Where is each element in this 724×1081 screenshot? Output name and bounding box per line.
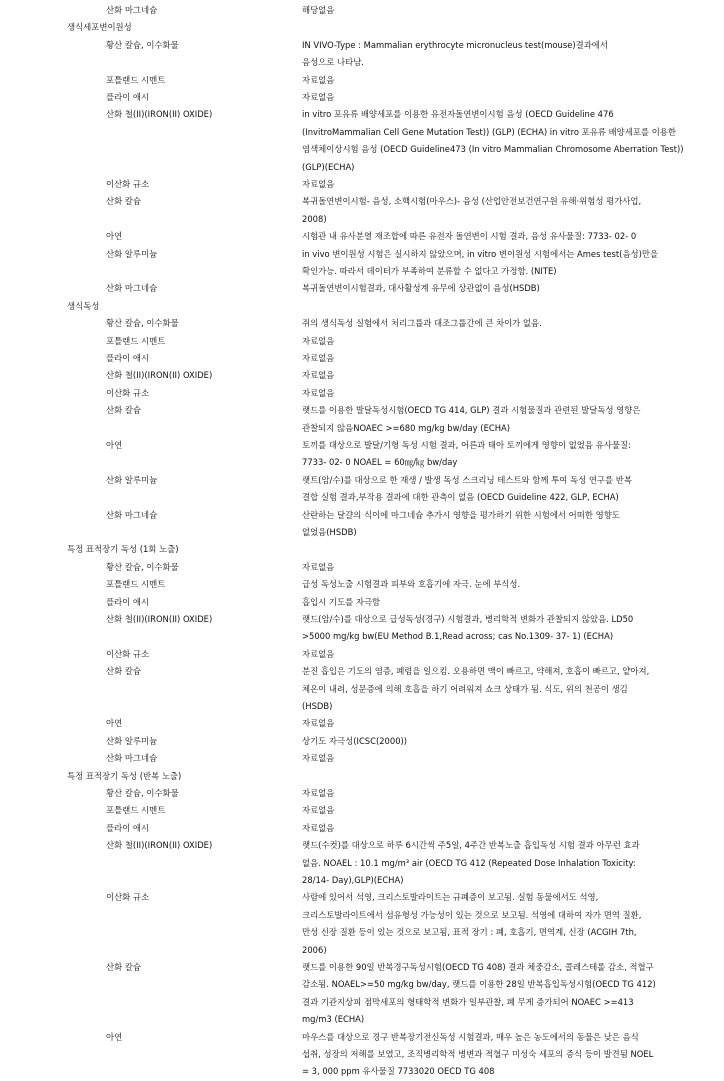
substance-name: 플라이 애시 [106,92,150,102]
value-line: 자료없음 [302,92,335,102]
value-line: 결과 기관지상피 점막세포의 형태학적 변화가 일부관찰, 폐 무게 증가되어 NOAEC >=413 [302,996,634,1007]
value-line: 랫드를 이용한 90일 반복경구독성시험(OECD TG 408) 결과 체중감소, 콜레스테롤 감소, 적혈구 [302,962,654,972]
value-line: 랫트(암/수)를 대상으로 한 재생 / 발생 독성 스크리닝 테스트와 함께 투여 독성 연구를 반복 [302,474,632,485]
value-line: 복귀돌연변이시험결과, 대사활성계 유무에 상관없이 음성(HSDB) [302,283,540,294]
substance-value [302,507,702,542]
substance-value [302,280,702,297]
substance-name: 포틀랜드 시멘트 [106,805,166,816]
substance-name: 플라이 애시 [106,822,150,833]
substance-value [302,402,702,437]
value-line: (HSDB) [302,701,333,711]
substance-name: 산화 철(II)(IRON(II) OXIDE) [106,614,213,624]
section-heading-germ-cell-mutagenicity: 생식세포변이원성 [67,22,132,33]
value-line: 자료없음 [302,561,335,572]
value-line: mg/m3 (ECHA) [302,1014,365,1025]
substance-value [302,785,702,802]
value-line: 체온이 내려, 성문증에 의해 호흡을 하기 어려워져 쇼크 상태가 됨. 식도, 위의 천공이 생김 [302,683,628,694]
substance-name: 이산화 규소 [106,179,150,189]
section-heading-stot-single: 특정 표적장기 독성 (1회 노출) [67,544,179,555]
substance-name: 산화 마그네슘 [106,5,158,15]
substance-value [302,594,702,611]
substance-value [302,176,702,193]
value-line: 감소됨. NOAEL>=50 mg/kg bw/day, 랫드를 이용한 28일 반복흡입독성시험(OECD TG 412) [302,979,656,990]
section-heading-stot-repeated: 특정 표적장기 독성 (반복 노출) [67,770,182,781]
substance-name: 황산 칼슘, 이수화물 [106,788,179,798]
value-line: 확인가능. 따라서 데이터가 부족하여 분류할 수 없다고 가정함. (NITE) [302,266,557,276]
value-line: 랫드(암/수)를 대상으로 급성독성(경구) 시험결과, 병리학적 변화가 관찰되지 않았음. LD50 [302,614,634,624]
substance-name: 산화 알루미늄 [106,735,158,746]
value-line: 크리스토발라이트에서 섬유형성 가능성이 있는 것으로 보고됨. 석영에 대하여 자가 면역 질환, [302,909,642,920]
substance-name: 황산 칼슘, 이수화물 [106,318,179,329]
substance-value [302,437,702,472]
substance-value [302,333,702,350]
substance-value [302,959,702,1029]
value-line: 사람에 있어서 석영, 크리스토발라이트는 규폐증이 보고됨. 실험 동물에서도 석영, [302,892,599,903]
substance-name: 아연 [106,718,123,729]
value-line: 음성으로 나타남. [302,57,364,68]
substance-value [302,559,702,576]
substance-name: 플라이 애시 [106,596,150,607]
substance-name: 아연 [106,440,123,450]
substance-name: 산화 알루미늄 [106,474,158,485]
substance-name: 산화 마그네슘 [106,283,158,294]
substance-name: 황산 칼슘, 이수화물 [106,39,179,50]
substance-name: 황산 칼슘, 이수화물 [106,561,179,572]
value-line: 자료없음 [302,788,335,798]
substance-value [302,385,702,402]
substance-value [302,750,702,767]
substance-name: 이산화 규소 [106,648,150,659]
substance-value [302,715,702,732]
value-line: 복귀돌연변이시험- 음성, 소핵시험(마우스)- 음성 (산업안전보건연구원 유해·위험성 평가사업, [302,196,642,207]
substance-value [302,367,702,384]
value-line: >5000 mg/kg bw(EU Method B.1,Read across; cas No.1309- 37- 1) (ECHA) [302,631,614,642]
substance-value [302,37,702,72]
substance-name: 이산화 규소 [106,892,150,903]
value-line: 토끼를 대상으로 발달/기형 독성 시험 결과, 어른과 태아 토끼에게 영향이 없었음 유사물질: [302,440,631,450]
value-line: in vitro 포유류 배양세포를 이용한 유전자돌연변이시험 음성 (OECD Guideline 476 [302,109,614,120]
value-line: 급성 독성노출 시험결과 피부와 호흡기에 자극. 눈에 부식성. [302,579,521,590]
substance-name: 산화 마그네슘 [106,753,158,764]
value-line: 결합 실험 결과,부작용 결과에 대한 관측이 없음 (OECD Guideline 422, GLP, ECHA) [302,492,619,503]
value-line: 마우스를 대상으로 경구 반복장기전신독성 시험결과, 매우 높은 농도에서의 동물은 낮은 음식 [302,1031,639,1042]
value-line: 산란하는 달걀의 식이에 마그네슘 추가시 영향을 평가하기 위한 시험에서 어떠한 영향도 [302,509,620,520]
value-line: 랫드를 이용한 발달독성시험(OECD TG 414, GLP) 결과 시험물질과 관련된 발달독성 영향은 [302,405,641,416]
section-heading-reproductive-toxicity: 생식독성 [67,300,100,311]
substance-name: 아연 [106,1031,123,1042]
value-line: (GLP)(ECHA) [302,161,355,172]
substance-name: 산화 알루미늄 [106,248,158,259]
value-line: 28/14- Day),GLP)(ECHA) [302,875,404,885]
value-line: 없음. NOAEL : 10.1 mg/m³ air (OECD TG 412 (Repeated Dose Inhalation Toxicity: [302,857,636,868]
substance-value [302,193,702,228]
substance-name: 포틀랜드 시멘트 [106,74,166,85]
substance-value [302,106,702,176]
value-line: 랫드(수컷)를 대상으로 하루 6시간씩 주5일, 4주간 반복노출 흡입독성 시험 결과 아무런 효과 [302,840,640,851]
substance-name: 포틀랜드 시멘트 [106,335,166,346]
value-line: 자료없음 [302,648,335,659]
substance-name: 산화 철(II)(IRON(II) OXIDE) [106,109,213,120]
substance-name: 산화 칼슘 [106,962,142,972]
value-line: 2006) [302,944,327,955]
value-line: 자료없음 [302,822,335,833]
value-line: 자료없음 [302,718,335,729]
substance-value [302,315,702,332]
substance-value [302,820,702,837]
substance-value [302,72,702,89]
value-line: 흡입시 기도를 자극함 [302,596,381,607]
substance-value [302,228,702,245]
substance-value [302,2,702,19]
value-line: 2008) [302,213,327,224]
substance-value [302,350,702,367]
value-line: 상기도 자극성(ICSC(2000)) [302,735,408,746]
substance-value [302,246,702,281]
substance-value [302,611,702,646]
substance-value [302,802,702,819]
substance-name: 산화 철(II)(IRON(II) OXIDE) [106,840,213,851]
substance-name: 플라이 애시 [106,353,150,363]
substance-name: 포틀랜드 시멘트 [106,579,166,590]
substance-value [302,472,702,507]
substance-name: 아연 [106,231,123,242]
value-line: (InvitroMammalian Cell Gene Mutation Test)) (GLP) (ECHA) in vitro 포유류 배양세포를 이용한 [302,126,676,137]
substance-value [302,889,702,959]
substance-name: 산화 칼슘 [106,405,142,416]
value-line: 없었음(HSDB) [302,527,357,537]
value-line: 자료없음 [302,387,335,398]
substance-name: 산화 마그네슘 [106,509,158,520]
value-line: in vivo 변이원성 시험은 실시하지 않았으며, in vitro 변이원성 시험에서는 Ames test(음성)만을 [302,248,659,259]
substance-name: 이산화 규소 [106,387,150,398]
value-line: 쥐의 생식독성 실험에서 처리그룹과 대조그룹간에 큰 차이가 없음. [302,318,542,329]
value-line: 분진 흡입은 기도의 염증, 폐렴을 일으킴. 오용하면 맥이 빠르고, 약해져, 호흡이 빠르고, 얕아져, [302,666,650,677]
substance-value [302,646,702,663]
value-line: 만성 신장 질환 등이 있는 것으로 보고됨, 표적 장기 : 폐, 호흡기, 면역계, 신장 (ACGIH 7th, [302,927,637,938]
substance-name: 산화 칼슘 [106,196,142,207]
substance-value [302,576,702,593]
value-line: 해당없음 [302,5,335,15]
substance-value [302,663,702,715]
value-line: 자료없음 [302,335,335,346]
substance-value [302,733,702,750]
value-line: 자료없음 [302,74,335,85]
value-line: IN VIVO-Type : Mammalian erythrocyte micronucleus test(mouse)결과에서 [302,39,608,50]
value-line: = 3, 000 ppm 유사물질 7733020 OECD TG 408 [302,1066,495,1077]
value-line: 자료없음 [302,179,335,189]
value-line: 자료없음 [302,805,335,816]
value-line: 시험관 내 유사분열 재조합에 따른 유전자 돌연변이 시험 결과, 음성 유사물질: 7733- 02- 0 [302,231,637,242]
value-line: 자료없음 [302,370,335,381]
substance-name: 산화 칼슘 [106,666,142,677]
value-line: 염색체이상시험 음성 (OECD Guideline473 (In vitro Mammalian Chromosome Aberration Test)) [302,144,684,155]
value-line: 7733- 02- 0 NOAEL = 60㎎/㎏ bw/day [302,457,458,468]
substance-name: 산화 철(II)(IRON(II) OXIDE) [106,370,213,381]
value-line: 자료없음 [302,353,335,363]
value-line: 섭취, 성장의 저해를 보였고, 조직병리학적 병변과 적혈구 미성숙 세포의 증식 등이 발견됨 NOEL [302,1049,654,1059]
substance-value [302,89,702,106]
value-line: 관찰되지 않음NOAEC >=680 mg/kg bw/day (ECHA) [302,422,511,433]
value-line: 자료없음 [302,753,335,764]
substance-value [302,1029,702,1081]
substance-value [302,837,702,889]
